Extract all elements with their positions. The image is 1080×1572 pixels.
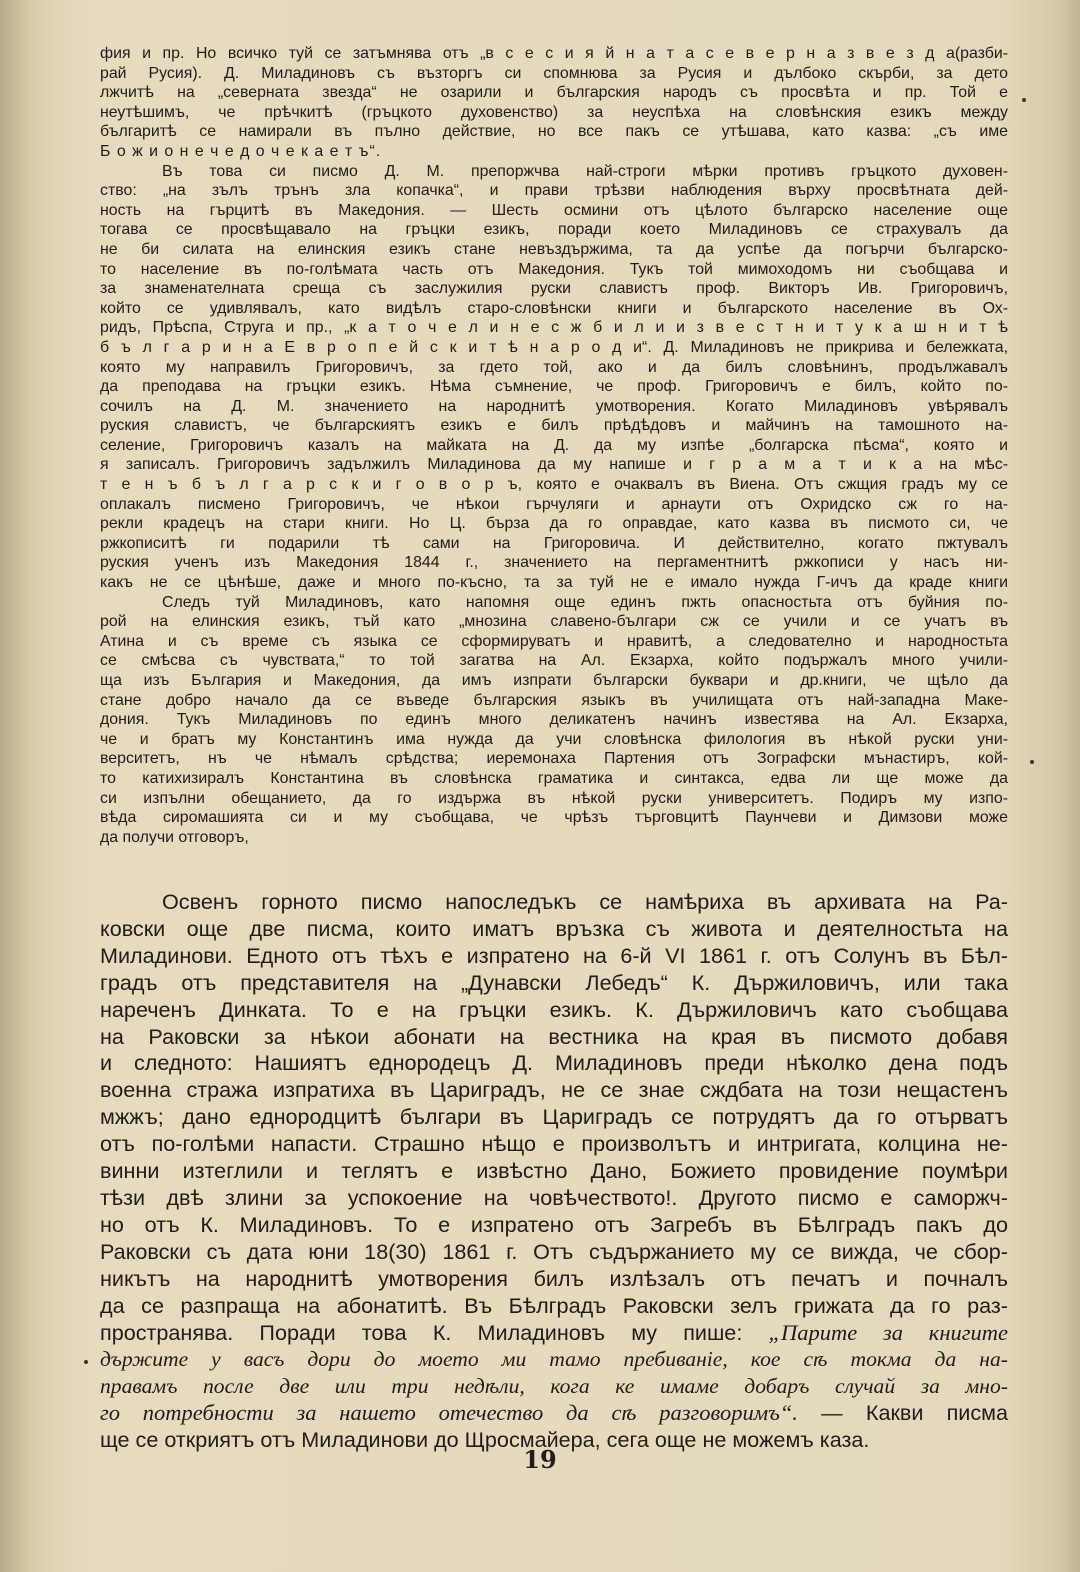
text-line: но отъ К. Миладиновъ. То е изпратено отъ Загребъ въ Бѣлградъ пакъ до bbox=[100, 1211, 1008, 1237]
text-line: сочилъ на Д. М. значението на народнитѣ умотворения. Когато Миладиновъ увѣрявалъ bbox=[100, 397, 1008, 415]
text-line: ковски още две писма, които иматъ връзка съ живота и деятелностьта на bbox=[100, 915, 1008, 941]
text-line: градъ отъ представителя на „Дунавски Лебедъ“ К. Държиловичъ, или така bbox=[100, 969, 1008, 995]
speck bbox=[1030, 760, 1034, 764]
text-line: ща изъ България и Македония, да имъ изпрати български буквари и др.книги, че щѣло да bbox=[100, 672, 1008, 689]
text-line: селение, Григоровичъ казалъ на майката на Д. да му изпѣе „болгарска пѣсма“, която и bbox=[100, 436, 1008, 454]
text-line: б ъ л г а р и н а Е в р о п е й с к и т ѣ н а р о д и“. Д. Миладиновъ не прикрива и бележката, bbox=[100, 338, 1008, 356]
text-line: се смѣсва съ чувствата,“ то той загатва на Ал. Екзарха, който подържалъ много учили- bbox=[100, 652, 1008, 670]
text-line: я записалъ. Григоровичъ задължилъ Миладинова да му напише и г р а м а т и к а на мѣс- bbox=[100, 456, 1008, 474]
speck bbox=[1022, 98, 1026, 102]
text-line: ще се откриятъ отъ Миладинови до Щросмайера, сега още не можемъ каза. bbox=[100, 1427, 870, 1453]
text-line: да се разпраща на абонатитѣ. Въ Бѣлградъ Раковски зелъ грижата да го раз- bbox=[100, 1292, 1008, 1318]
text-line: Раковски съ дата юни 18(30) 1861 г. Отъ съдържанието му се вижда, че сбор- bbox=[100, 1238, 1008, 1264]
text-line: верситетъ, нъ че нѣмалъ срѣдства; иеремонаха Партения отъ Зографски мънастиръ, кой- bbox=[100, 750, 1008, 768]
text-line: рекли крадецъ на стари книги. Но Ц. бърза да го оправдае, като казва въ писмото си, че bbox=[100, 515, 1008, 533]
text-line: че и братъ му Константинъ има нужда да учи словѣнска филология въ нѣкой руски уни- bbox=[100, 730, 1008, 748]
text-line: винни изтеглили и теглятъ е извѣстно Дано, Божието провидение поумѣри bbox=[100, 1158, 1008, 1184]
text-line: то население въ по-голѣмата часть отъ Македония. Тукъ той мимоходомъ ни съобщава и bbox=[100, 260, 1008, 278]
text-line: не би силата на елинския езикъ стане невъздържима, та да успѣе да погърчи българско- bbox=[100, 240, 1008, 258]
text-line: ство: „на зълъ трънъ зла копачка“, и прави трѣзви наблюдения върху просвѣтната дей- bbox=[100, 182, 1008, 200]
quote-line: държите у васъ дори до моето ми тамо пребиванiе, кое сѣ токма да на- bbox=[100, 1347, 1008, 1372]
large-print-section bbox=[100, 889, 1008, 1454]
text-line: Освенъ горното писмо напоследъкъ се намѣриха въ архивата на Ра- bbox=[162, 889, 1008, 914]
text-line: руския славистъ, че българскиятъ езикъ е билъ прѣдѣдовъ и майчинъ на тамошното на- bbox=[100, 417, 1008, 435]
text-line: т е н ъ б ъ л г а р с к и г о в о р ъ, която е очаквалъ въ Виена. Отъ сжщия градъ му се bbox=[100, 476, 1008, 494]
small-print-section bbox=[100, 44, 1008, 847]
text-line: за знаменателната среща съ заслужилия руски славистъ проф. Викторъ Ив. Григоровичъ, bbox=[100, 280, 1008, 298]
text-line: рой на елинския езикъ, тъй като „мнозина славено-българи сж се учили и се учатъ въ bbox=[100, 613, 1008, 631]
text-line bbox=[100, 1400, 1008, 1427]
text-run: пространява. Поради това К. Миладиновъ му пише: bbox=[100, 1319, 743, 1345]
text-line: да преподава на гръцки езикъ. Нѣма съмнение, че проф. Григоровичъ е билъ, който по- bbox=[100, 378, 1008, 396]
text-line: който се удивлявалъ, като видѣлъ старо-словѣнски книги и българското население въ Ох- bbox=[100, 299, 1008, 317]
text-line: отъ по-голѣми напасти. Страшно нѣщо е произволътъ и интригата, колцина не- bbox=[100, 1131, 1008, 1157]
text-line: Следъ туй Миладиновъ, като напомня още единъ пжть опасностьта отъ буйния по- bbox=[162, 593, 1008, 611]
text-line: която му направилъ Григоровичъ, за гдето той, ако и да билъ словѣнинъ, продължавалъ bbox=[100, 358, 1008, 376]
quote-run: „Парите за книгите bbox=[768, 1319, 1009, 1345]
text-line: фия и пр. Но всичко туй се затъмнява отъ „в с е с и я й н а т а с е в е р н а з в е з д а(разби- bbox=[100, 45, 1008, 62]
text-line: нареченъ Динката. То е на гръцки езикъ. К. Държиловичъ като съобщава bbox=[100, 996, 1008, 1022]
text-line: да получи отговоръ, bbox=[100, 828, 249, 846]
text-line: тогава се просвѣщавало на гръцки езикъ, поради което Миладиновъ се страхувалъ да bbox=[100, 221, 1008, 239]
text-line: неутѣшимъ, че прѣчкитѣ (гръцкото духовенство) за неуспѣха на словѣнския езикъ между bbox=[100, 103, 1008, 121]
text-line bbox=[100, 1320, 1008, 1347]
text-run: — Какви писма bbox=[821, 1400, 1008, 1426]
speck bbox=[84, 1360, 88, 1364]
text-line: и следното: Нашиятъ еднородецъ Д. Миладиновъ преди нѣколко дена подъ bbox=[100, 1050, 1008, 1076]
text-line: какъ не се цѣнѣше, даже и много по-късно, та за туй не е имало нужда Г-ичъ да краде книги bbox=[100, 574, 1008, 592]
text-line: си изпълни обещанието, да го издържа въ нѣкой руски университетъ. Подиръ му изпо- bbox=[100, 789, 1008, 807]
text-line: ридъ, Прѣспа, Струга и пр., „к а т о ч е л и н е с ж б и л и и з в е с т н и т у к а ш н и т ѣ bbox=[100, 319, 1008, 337]
text-line: на Раковски за нѣкои абонати на вестника на края въ писмото добавя bbox=[100, 1023, 1008, 1049]
text-line: Въ това си писмо Д. М. препоржчва най-строги мѣрки противъ гръцкото духовен- bbox=[162, 162, 1008, 180]
text-line: ржкописитѣ ги подарили тѣ сами на Григоровича. И действително, когато пжтувалъ bbox=[100, 534, 1008, 552]
text-line: военна стража изпратиха въ Цариградъ, не се знае сждбата на този нещастенъ bbox=[100, 1077, 1008, 1103]
text-line: вѣда сиромашията си и му съобщава, че чрѣзъ търговцитѣ Паунчеви и Димзови може bbox=[100, 809, 1008, 827]
text-line: никътъ на народнитѣ умотворения билъ излѣзалъ отъ печатъ и почналъ bbox=[100, 1265, 1008, 1291]
text-line: тѣзи двѣ злини за успокоение на човѣчеството!. Другото писмо е саморжч- bbox=[100, 1184, 1008, 1210]
text-line: рай Русия). Д. Миладиновъ съ възторгъ си спомнюва за Русия и дълбоко скърби, за дето bbox=[100, 64, 1008, 82]
text-line: дония. Тукъ Миладиновъ по единъ много деликатенъ начинъ известява на Ал. Екзарха, bbox=[100, 711, 1008, 729]
text-line: мжжъ; дано еднородцитѣ българи въ Цариградъ се потрудятъ да го отърватъ bbox=[100, 1104, 1008, 1130]
text-line: лжчитѣ на „северната звезда“ не озарили и българския народъ съ просвѣта и пр. Той е bbox=[100, 84, 1008, 102]
text-line: оплакалъ писмено Григоровичъ, че нѣкои гърчуляги и арнаути отъ Охридско сж го на- bbox=[100, 495, 1008, 513]
quote-line: правамъ после две или три недѣли, кога ке имаме добаръ случай за мно- bbox=[100, 1374, 1008, 1399]
text-line: Б о ж и о н е ч е д о ч е к а е т ъ“. bbox=[100, 142, 382, 160]
text-line: стане добро начало да се въведе българския языкъ въ училищата отъ най-западна Маке- bbox=[100, 691, 1008, 709]
text-line: руския ученъ изъ Македония 1844 г., значението на пергаментнитѣ ржкописи у насъ ни- bbox=[100, 554, 1008, 572]
quote-run: го потребности за нашето отечество да сѣ разговоримъ“. bbox=[100, 1400, 798, 1426]
text-line: ность на гърцитѣ въ Македония. — Шесть осмини отъ цѣлото българско население още bbox=[100, 201, 1008, 219]
page-number: 19 bbox=[523, 1445, 557, 1474]
text-line: то катихизиралъ Константина въ словѣнска граматика и синтакса, едва ли ще може да bbox=[100, 769, 1008, 787]
text-line: Миладинови. Едното отъ тѣхъ е изпратено на 6-й VI 1861 г. отъ Солунъ въ Бѣл- bbox=[100, 942, 1008, 968]
text-line: българитѣ се намирали въ пълно действие, но все пакъ се утѣшава, като казва: „съ име bbox=[100, 123, 1008, 141]
text-line: Атина и съ време съ языка се сформируватъ и нравитѣ, а следователно и народностьта bbox=[100, 632, 1008, 650]
